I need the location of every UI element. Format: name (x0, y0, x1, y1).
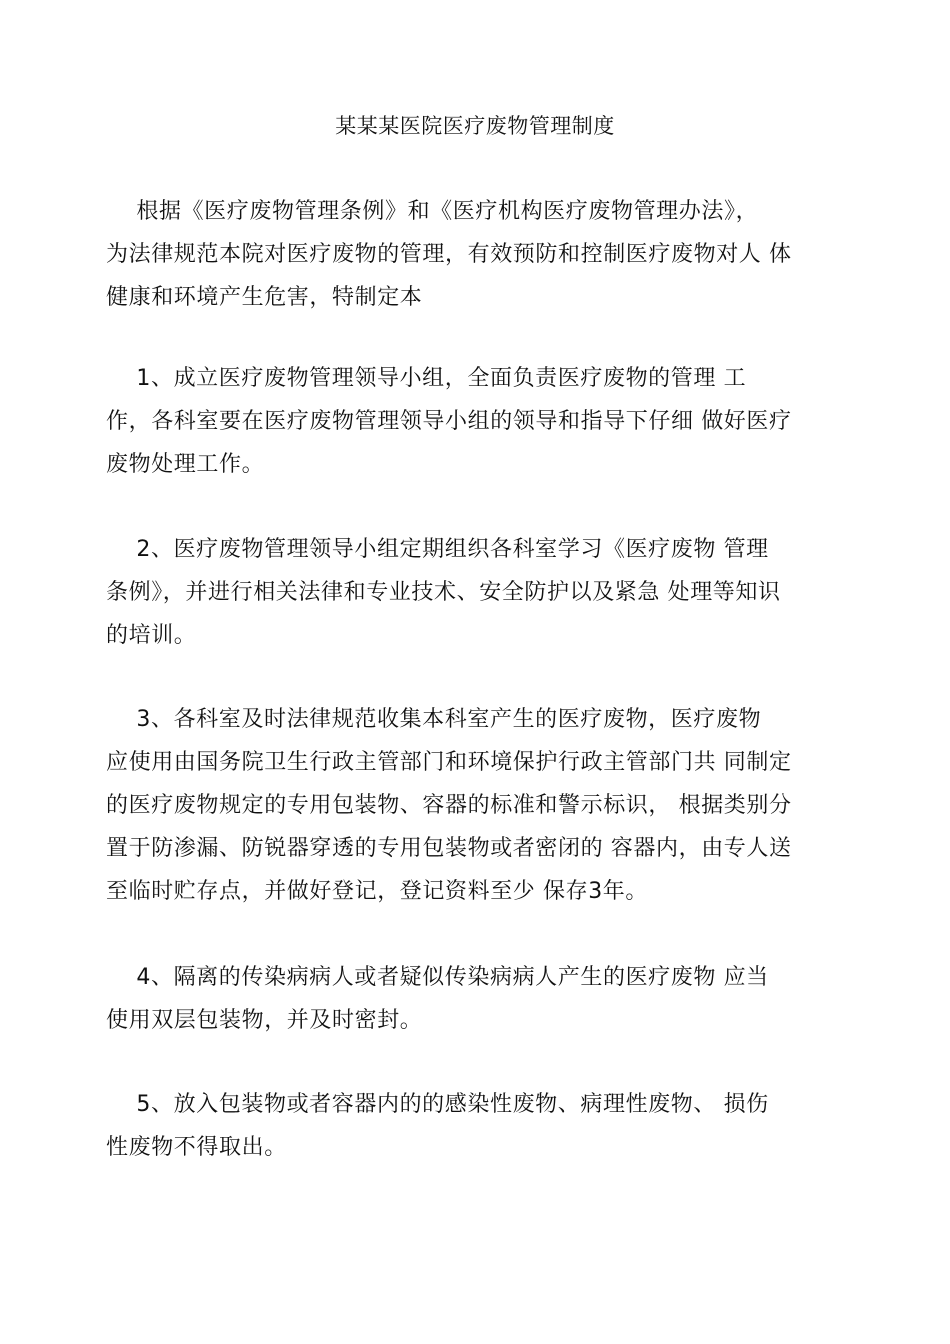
paragraph-line: 的医疗废物规定的专用包装物、容器的标准和警示标识， 根据类别分 (106, 793, 792, 818)
paragraph-line: 3、各科室及时法律规范收集本科室产生的医疗废物，医疗废物 (106, 707, 762, 732)
paragraph-item-2 (106, 528, 830, 657)
paragraph-line: 根据《医疗废物管理条例》和《医疗机构医疗废物管理办法》， (106, 199, 759, 224)
paragraph-line: 使用双层包装物，并及时密封。 (106, 1008, 423, 1033)
document-title: 某某某医院医疗废物管理制度 (335, 114, 615, 138)
paragraph-line: 条例》，并进行相关法律和专业技术、安全防护以及紧急 处理等知识 (106, 580, 781, 605)
paragraph-item-4 (106, 956, 830, 1042)
paragraph-line: 性废物不得取出。 (106, 1135, 287, 1160)
paragraph-line: 废物处理工作。 (106, 452, 265, 477)
paragraph-line: 2、医疗废物管理领导小组定期组织各科室学习《医疗废物 管理 (106, 537, 769, 562)
paragraph-line: 4、隔离的传染病病人或者疑似传染病病人产生的医疗废物 应当 (106, 965, 769, 990)
paragraph-item-1 (106, 357, 830, 486)
paragraph-line: 5、放入包装物或者容器内的的感染性废物、病理性废物、 损伤 (106, 1092, 769, 1117)
paragraph-line: 置于防渗漏、防锐器穿透的专用包装物或者密闭的 容器内，由专人送 (106, 836, 792, 861)
paragraph-item-5 (106, 1083, 830, 1169)
paragraph-line: 健康和环境产生危害，特制定本 (106, 285, 423, 310)
paragraph-line: 应使用由国务院卫生行政主管部门和环境保护行政主管部门共 同制定 (106, 750, 792, 775)
paragraph-line: 作，各科室要在医疗废物管理领导小组的领导和指导下仔细 做好医疗 (106, 409, 792, 434)
paragraph-item-3 (106, 698, 830, 913)
paragraph-line: 1、成立医疗废物管理领导小组，全面负责医疗废物的管理 工 (106, 366, 747, 391)
paragraph-intro (106, 190, 830, 319)
paragraph-line: 为法律规范本院对医疗废物的管理，有效预防和控制医疗废物对人 体 (106, 242, 792, 267)
paragraph-line: 的培训。 (106, 623, 197, 648)
paragraph-line: 至临时贮存点，并做好登记，登记资料至少 保存3年。 (106, 879, 648, 904)
